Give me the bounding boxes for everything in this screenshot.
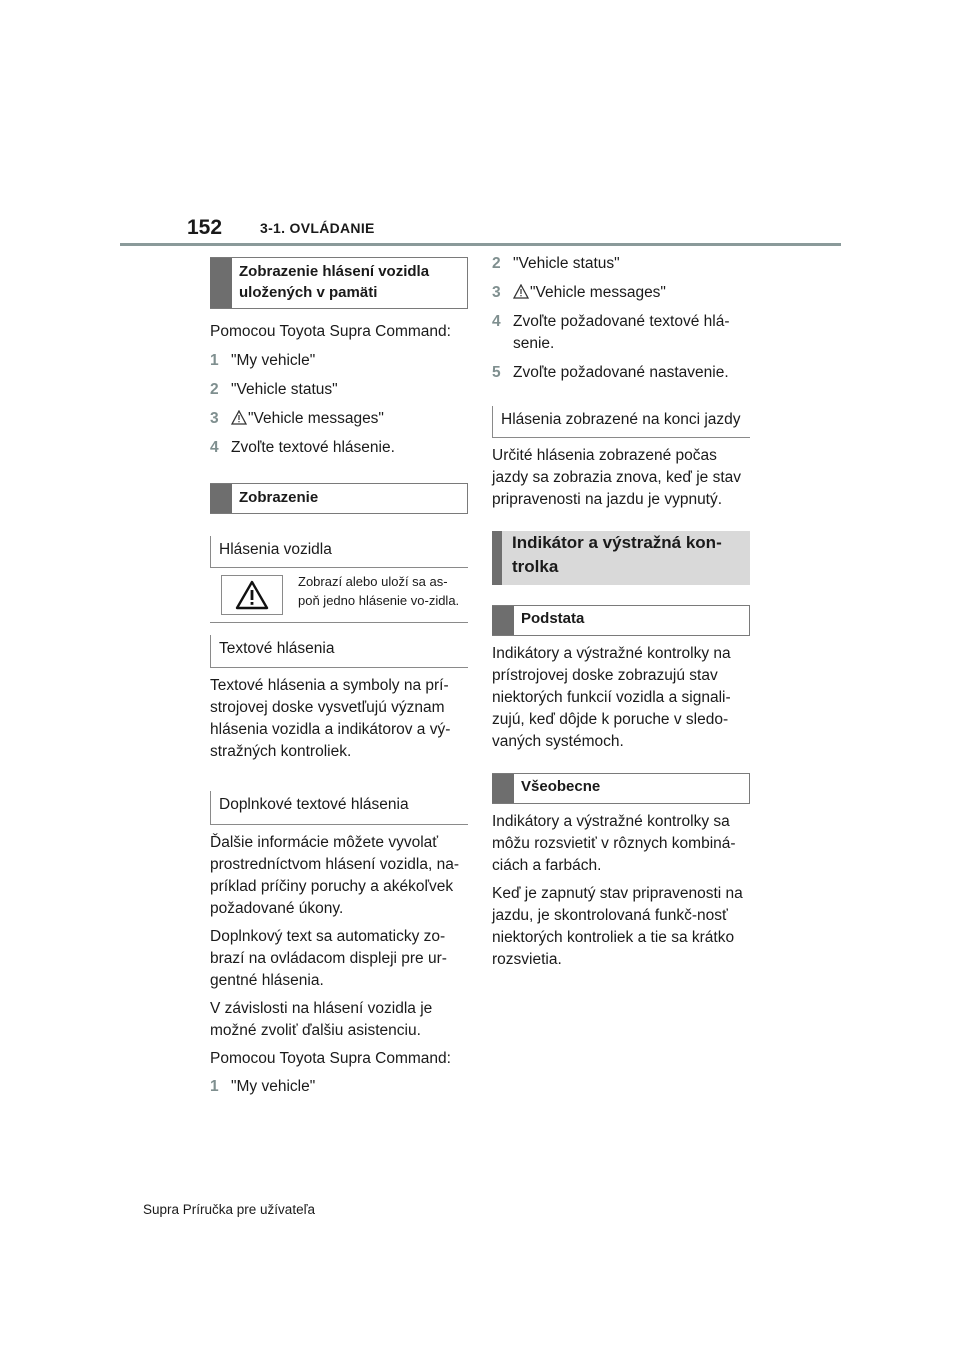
section-box-display [210,483,468,514]
section-box-title: Zobrazenie hlásení vozidla uložených v pamäti [239,263,430,301]
section-box-general: Všeobecne [492,773,750,804]
section-box-principle: Podstata [492,605,750,636]
warning-icon [231,410,247,425]
paragraph: Doplnkový text sa automaticky zo-brazí na ovládacom displeji pre ur-gentné hlásenia. [210,928,447,989]
step-item: 3 "Vehicle messages" [492,284,666,301]
subheading-end-of-drive: Hlásenia zobrazené na konci jazdy [492,406,750,438]
step-item: 5 Zvoľte požadované nastavenie. [492,364,729,381]
paragraph: Určité hlásenia zobrazené počas jazdy sa zobrazia znova, keď je stav pripravenosti na jazdu je vypnutý. [492,447,742,508]
section-box-memory [210,257,468,309]
header-divider [120,243,841,246]
step-item: 2 "Vehicle status" [492,255,620,272]
section-heading-indicators: Indikátor a výstražná kon-trolka [492,531,750,585]
intro-text: Pomocou Toyota Supra Command: [210,323,451,340]
footer-title: Supra Príručka pre užívateľa [143,1202,316,1217]
step-item: 1 "My vehicle" [210,1078,316,1095]
symbol-description: Zobrazí alebo uloží sa as-poň jedno hlásenie vo-zidla. [298,574,460,608]
step-item: 4 Zvoľte požadované textové hlá-senie. [492,313,730,352]
paragraph: Indikátory a výstražné kontrolky sa môžu rozsvietiť v rôznych kombiná-ciách a farbách. [492,813,736,874]
step-item: 3 "Vehicle messages" [210,410,384,427]
paragraph: Keď je zapnutý stav pripravenosti na jazdu, je skontrolovaná funkč-nosť niektorých kontroliek a tie sa krátko rozsvietia. [492,885,743,968]
step-item: 4 Zvoľte textové hlásenie. [210,439,395,456]
section-box-title: Zobrazenie [239,489,319,506]
paragraph: Textové hlásenia a symboly na prí-strojovej doske vysvetľujú význam hlásenia vozidla a indikátorov a vý-stražných kontroliek. [210,677,451,760]
warning-icon [513,284,529,299]
chapter-title: 3-1. OVLÁDANIE [260,220,375,236]
left-column [210,257,468,1105]
page-number: 152 [187,216,223,239]
intro-text: Pomocou Toyota Supra Command: [210,1050,451,1067]
paragraph: V závislosti na hlásení vozidla je možné zvoliť ďalšiu asistenciu. [210,1000,433,1039]
right-column [492,253,750,977]
symbol-table-row [210,568,468,623]
paragraph: Indikátory a výstražné kontrolky na prístrojovej doske zobrazujú stav niektorých funkcií vozidla a signali-zujú, keď dôjde k poruche v sledo-vaných systémoch. [492,645,731,750]
subheading-vehicle-messages: Hlásenia vozidla [210,536,468,568]
step-item: 2 "Vehicle status" [210,381,338,398]
step-item: 1 "My vehicle" [210,352,316,369]
warning-triangle-icon [235,580,269,610]
subheading-additional-text: Doplnkové textové hlásenia [210,791,468,825]
paragraph: Ďalšie informácie môžete vyvolať prostredníctvom hlásení vozidla, na-príklad príčiny poruchy a akékoľvek požadované úkony. [210,834,459,917]
subheading-text-messages: Textové hlásenia [210,635,468,668]
warning-symbol-frame [221,575,283,615]
